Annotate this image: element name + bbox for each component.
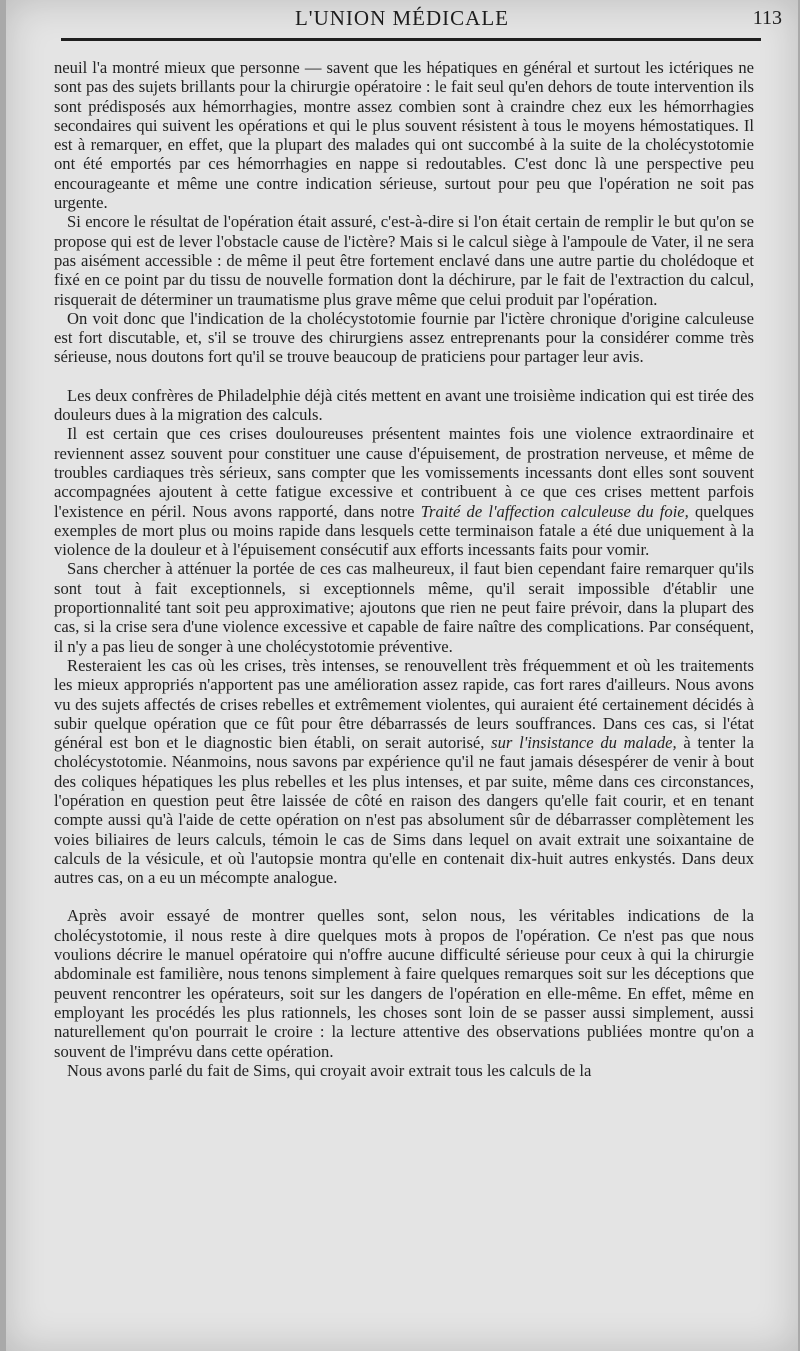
text-run: quelques exemples de mort plus ou moins rapide dans lesquels cette terminaison fatale a été due uniquement à la violence de la douleur et à l'épuisement consécutif aux efforts incessants faits pour vomir. [54, 501, 754, 560]
text-run: à tenter la cholécystotomie. Néanmoins, nous savons par expérience qu'il ne faut jamais désespérer de venir à bout des coliques hépatiques les plus rebelles et les plus intenses, et par suite, même dans ces circonstances, l'opération en question peut être laissée de côté en raison des dangers qu'elle fait courir, et en tenant compte aussi qu'à l'aide de cette opération on n'est pas absolument sûr de débarrasser complètement les voies biliaires de leurs calculs, témoin le cas de Sims dans lequel on avait extrait une soixantaine de calculs de la vésicule, et où l'autopsie montra qu'elle en contenait dix-huit autres enkystés. Dans deux autres cas, on a eu un mécompte analogue. [54, 733, 755, 888]
text-run: Il est certain que ces crises douloureuses présentent maintes fois une violence extraordinaire et reviennent assez souvent pour constituer une cause d'épuisement, de prostration nerveuse, et même de troubles cardiaques très sérieux, sans compter que les vomissements incessants dont elles sont souvent accompagnées ajoutent à cette fatigue excessive et contribuent à ce que ces crises mettent parfois l'existence en péril. Nous avons rapporté, dans notre [54, 424, 754, 521]
paragraph [54, 656, 754, 888]
page-header [6, 4, 798, 32]
text-run: Resteraient les cas où les crises, très intenses, se renouvellent très fréquemment et où les traitements les mieux appropriés n'apportent pas une amélioration assez rapide, cas fort rares d'ailleurs. Nous avons vu des sujets affectés de crises rebelles et extrêmement violentes, qui auraient été certainement décidés à subir quelque opération que ce fût pour être débarrassés de leurs souffrances. Dans ces cas, si l'état général est bon et le diagnostic bien établi, on serait autorisé, [54, 655, 754, 753]
italic-phrase: sur l'insistance du malade, [491, 733, 677, 753]
paragraph: neuil l'a montré mieux que personne — savent que les hépatiques en général et surtout les ictériques ne sont pas des sujets brillants pour la chirurgie opératoire : le fait seul qu'en dehors de toute intervention ils sont prédisposés aux hémorrhagies, montre assez combien sont à craindre chez eux les hémorrhagies secondaires qui suivent les opérations et qui le plus souvent résistent à tous le moyens hémostatiques. Il est à remarquer, en effet, que la plupart des malades qui ont succombé à la suite de la cholécystotomie ont été emportés par ces hémorrhagies en nappe si redoutables. C'est donc là une perspective peu encourageante et même une contre indication sérieuse, surtout pour peu que l'opération ne soit pas urgente. [54, 58, 754, 213]
paragraph [54, 424, 754, 559]
book-title: Traité de l'affection calculeuse du foie, [420, 501, 689, 521]
paragraph: On voit donc que l'indication de la cholécystotomie fournie par l'ictère chronique d'origine calculeuse est fort discutable, et, s'il se trouve des chirurgiens assez entreprenants pour la considérer comme très sérieuse, nous doutons fort qu'il se trouve beaucoup de praticiens pour partager leur avis. [54, 308, 754, 367]
article-body [54, 58, 754, 1080]
page [6, 0, 798, 1351]
section-break [54, 367, 754, 386]
paragraph: Les deux confrères de Philadelphie déjà cités mettent en avant une troisième indication qui est tirée des douleurs dues à la migration des calculs. [54, 385, 754, 425]
header-rule [61, 38, 761, 41]
paragraph: Si encore le résultat de l'opération était assuré, c'est-à-dire si l'on était certain de remplir le but qu'on se propose qui est de lever l'obstacle cause de l'ictère? Mais si le calcul siège à l'ampoule de Vater, il ne sera pas aisément accessible : de même il peut être fortement enclavé dans une autre partie du cholédoque et fixé en ce point par du tissu de nouvelle formation dont la déchirure, par le fait de l'extraction du calcul, risquerait de déterminer un traumatisme plus grave même que celui produit par l'opération. [54, 212, 754, 309]
paragraph: Sans chercher à atténuer la portée de ces cas malheureux, il faut bien cependant faire remarquer qu'ils sont tout à fait exceptionnels, si exceptionnels même, qu'il serait impossible d'établir une proportionnalité tant soit peu approximative; ajoutons que rien ne peut faire prévoir, dans la plupart des cas, si la crise sera d'une violence excessive et capable de faire naître des complications. Par conséquent, il n'y a pas lieu de songer à une cholécystotomie préventive. [54, 559, 754, 656]
page-number: 113 [752, 7, 782, 29]
section-break [54, 887, 754, 906]
paragraph: Après avoir essayé de montrer quelles sont, selon nous, les véritables indications de la cholécystotomie, il nous reste à dire quelques mots à propos de l'opération. Ce n'est pas que nous voulions décrire le manuel opératoire qui n'offre aucune difficulté sérieuse pour ceux à qui la chirurgie abdominale est familière, nous tenons simplement à faire quelques remarques soit sur les déceptions que peuvent rencontrer les opérateurs, soit sur les dangers de l'opération en elle-même. En effet, même en employant les procédés les plus rationnels, les choses sont loin de se passer aussi simplement, aussi naturellement qu'on pourrait le croire : la lecture attentive des observations publiées montre qu'on a souvent de l'imprévu dans cette opération. [54, 906, 754, 1061]
running-title: L'UNION MÉDICALE [294, 6, 509, 30]
paragraph: Nous avons parlé du fait de Sims, qui croyait avoir extrait tous les calculs de la [67, 1060, 592, 1080]
